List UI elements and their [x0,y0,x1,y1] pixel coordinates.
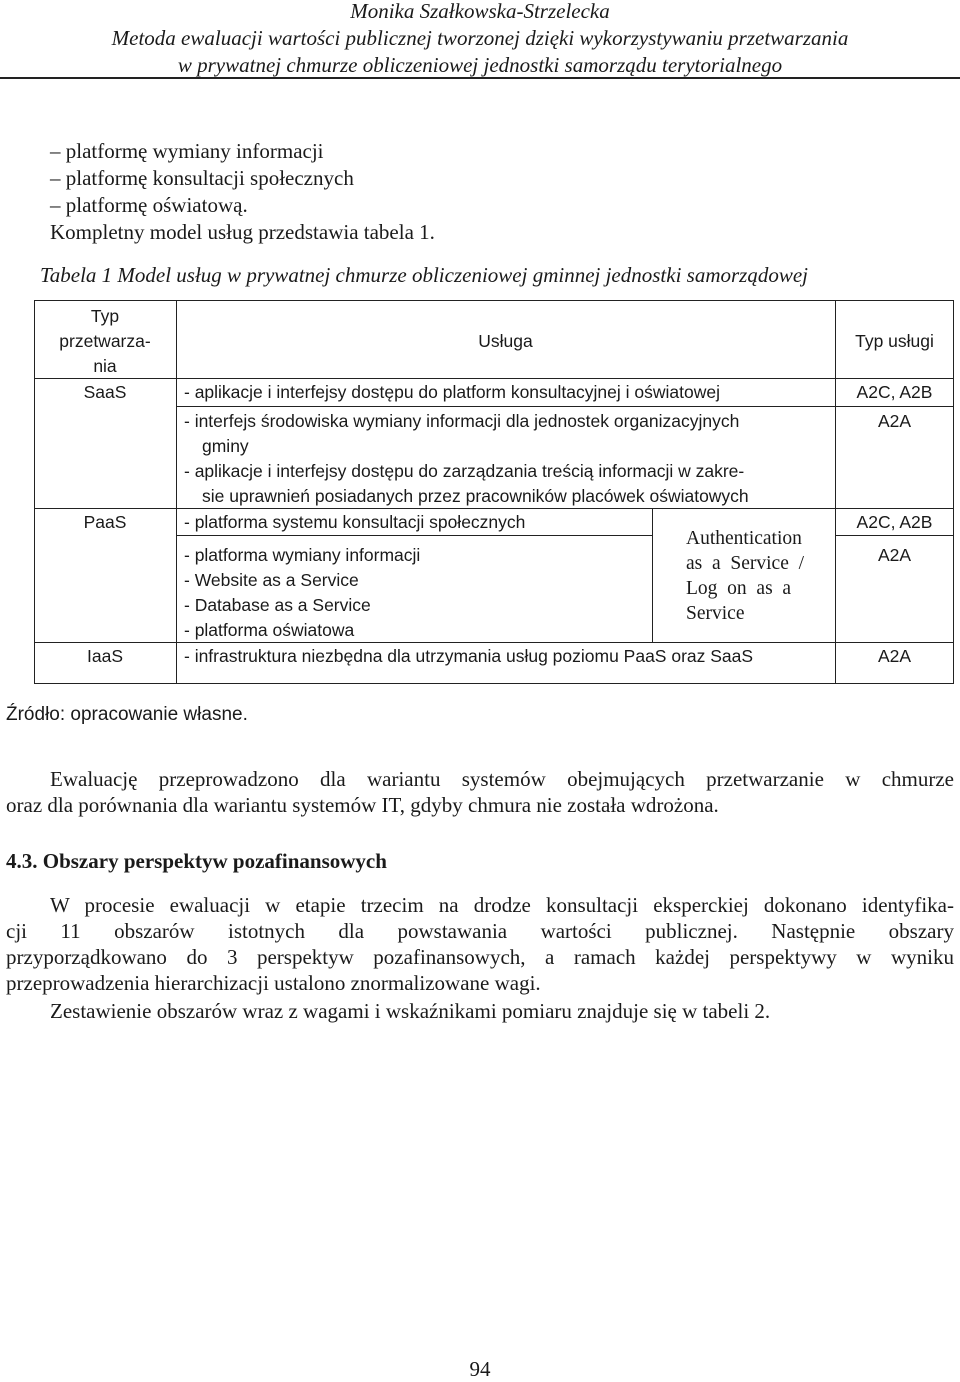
paragraph-line: oraz dla porównania dla wariantu systemów IT, gdyby chmura nie została wdrożona. [6,793,719,817]
list-item: – platformę oświatową. [50,193,248,217]
header-type-line3: nia [93,356,117,376]
paragraph-line: W procesie ewaluacji w etapie trzecim na drodze konsultacji eksperckiej dokonano identyfika- [50,893,954,917]
iaas-row1-type: A2A [877,646,912,666]
paas-label: PaaS [83,512,127,532]
services-table [34,300,954,684]
saas-row1-service: - aplikacje i interfejsy dostępu do platform konsultacyjnej i oświatowej [184,382,720,402]
list-item: – platformę konsultacji społecznych [50,166,354,190]
paragraph-line: Zestawienie obszarów wraz z wagami i wskaźnikami pomiaru znajduje się w tabeli 2. [50,999,771,1023]
paas-row2-line4: - platforma oświatowa [184,620,355,640]
section-heading: 4.3. Obszary perspektyw pozafinansowych [6,849,387,873]
paragraph-line: przeprowadzenia hierarchizacji ustalono znormalizowane wagi. [6,971,541,995]
saas-row2-type: A2A [877,411,912,431]
column-divider [176,300,177,684]
header-service: Usługa [478,331,533,351]
table-caption: Tabela 1 Model usług w prywatnej chmurze obliczeniowej gminnej jednostki samorządowej [40,263,809,287]
row-divider [34,642,954,643]
iaas-row1-service: - infrastruktura niezbędna dla utrzymania usług poziomu PaaS oraz SaaS [184,646,754,666]
intro-sentence: Kompletny model usług przedstawia tabela 1. [50,220,435,244]
column-divider [652,508,653,642]
row-divider [176,406,954,407]
saas-row1-type: A2C, A2B [856,382,933,402]
header-service-type: Typ usługi [855,331,934,351]
header-title-line1: Metoda ewaluacji wartości publicznej tworzonej dzięki wykorzystywaniu przetwarzania [111,26,849,50]
table-source: Źródło: opracowanie własne. [6,704,248,725]
saas-row2-line2: gminy [202,436,249,456]
paragraph-line: przyporządkowano do 3 perspektyw pozafinansowych, a ramach każdej perspektywy w wyniku [6,945,954,969]
paas-row2-line1: - platforma wymiany informacji [184,545,421,565]
row-divider [176,535,652,536]
paas-auth-line2: as a Service / [686,553,805,574]
paas-auth-line4: Service [686,603,745,624]
saas-row2-line3: - aplikacje i interfejsy dostępu do zarządzania treścią informacji w zakre- [184,461,745,481]
row-divider [835,535,954,536]
saas-row2-line1: - interfejs środowiska wymiany informacji dla jednostek organizacyjnych [184,411,740,431]
column-divider [835,300,836,684]
paas-row2-line3: - Database as a Service [184,595,371,615]
header-author: Monika Szałkowska-Strzelecka [350,0,610,23]
header-rule [0,77,960,79]
header-title-line2: w prywatnej chmurze obliczeniowej jednostki samorządu terytorialnego [177,53,783,77]
paas-row2-type: A2A [877,545,912,565]
paragraph-areas [6,892,954,996]
header-type-line1: Typ [90,306,120,326]
paragraph-line: cji 11 obszarów istotnych dla powstawania wartości publicznej. Następnie obszary [6,919,954,943]
paas-auth-line3: Log on as a [686,578,792,599]
iaas-label: IaaS [87,646,123,666]
list-item: – platformę wymiany informacji [50,139,324,163]
paas-row2-line2: - Website as a Service [184,570,359,590]
page-number: 94 [469,1357,491,1381]
paas-auth-line1: Authentication [686,528,802,549]
paragraph-summary [6,998,954,1024]
paragraph-line: Ewaluację przeprowadzono dla wariantu systemów obejmujących przetwarzanie w chmurze [50,767,954,791]
saas-label: SaaS [83,382,127,402]
header-type-line2: przetwarza- [59,331,151,351]
paas-row1-service: - platforma systemu konsultacji społecznych [184,512,526,532]
paragraph-evaluation [6,766,954,818]
paas-row1-type: A2C, A2B [856,512,933,532]
saas-row2-line4: sie uprawnień posiadanych przez pracowników placówek oświatowych [202,486,749,506]
